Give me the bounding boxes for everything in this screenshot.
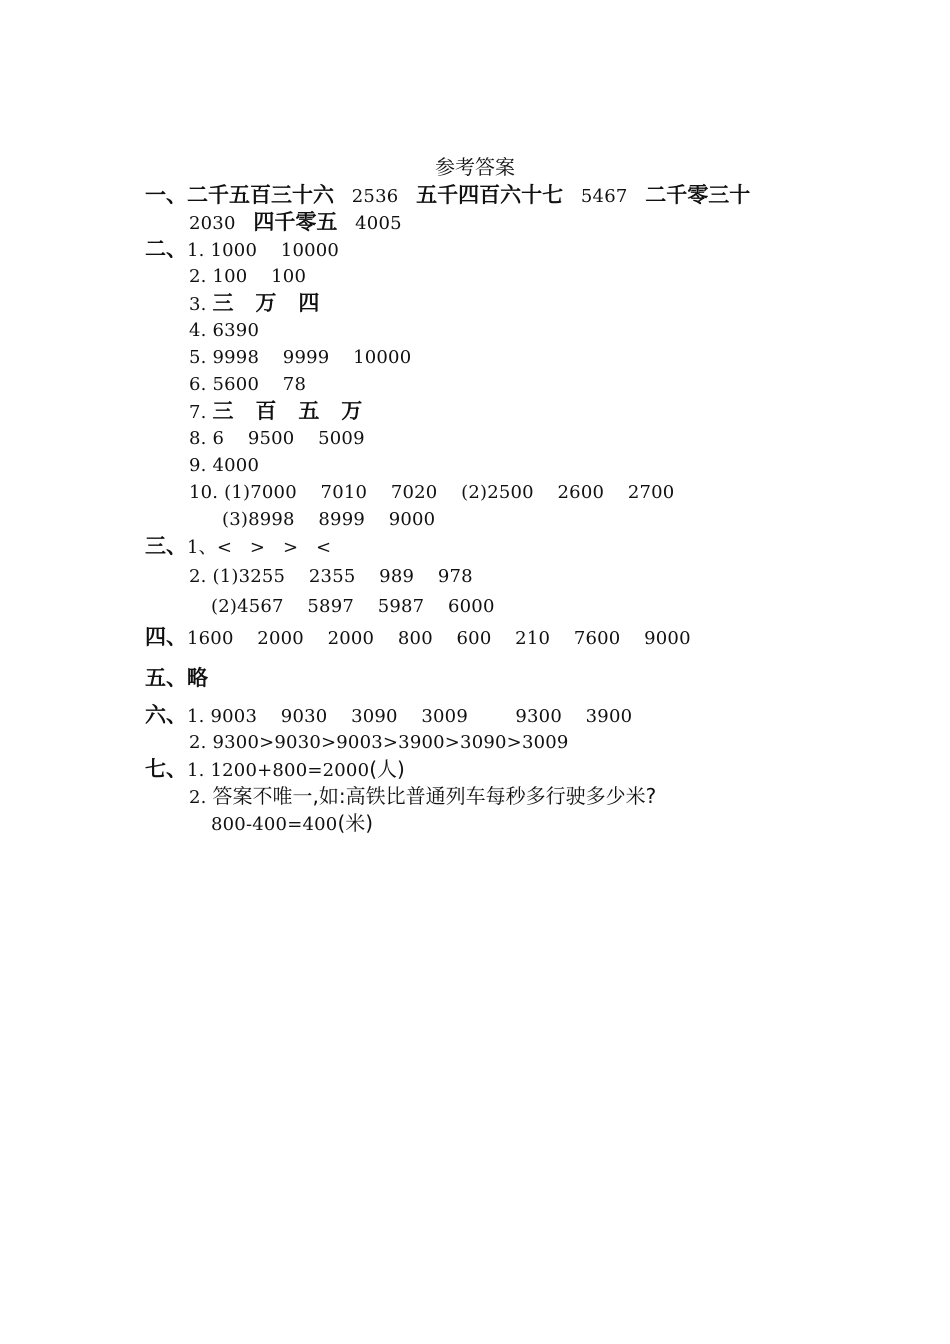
answer-line (189, 425, 365, 452)
answer-line (222, 506, 435, 533)
answer-line (145, 756, 405, 784)
answer-line (189, 783, 656, 811)
answer-text: 7. (189, 402, 213, 423)
answer-text: 二、 (145, 237, 187, 261)
answer-text: 2030 (189, 213, 254, 234)
answer-text: 四、 (145, 625, 187, 649)
answer-line (145, 236, 339, 264)
answer-text: 一、二千五百三十六 (145, 183, 334, 207)
answer-text: (米) (337, 811, 374, 835)
answer-text: 4005 (337, 213, 402, 234)
answer-line (211, 593, 495, 620)
answer-text: 1. 9003 9030 3090 3009 9300 3900 (187, 706, 633, 727)
answer-text: 2536 (334, 186, 417, 207)
answer-text: 9. 4000 (189, 455, 260, 476)
answer-text: 8. 6 9500 5009 (189, 428, 365, 449)
answer-text: 800-400=400 (211, 814, 338, 835)
page-title: 参考答案 (435, 155, 515, 179)
answer-line (189, 371, 306, 398)
answer-text: 1、< > > < (187, 537, 332, 558)
answer-line (189, 263, 306, 290)
answer-text: 答案不唯一,如:高铁比普通列车每秒多行驶多少米? (212, 784, 657, 808)
answer-line (189, 563, 473, 590)
answer-text: (3)8998 8999 9000 (222, 509, 436, 530)
answer-line (189, 479, 674, 506)
answer-text: 6. 5600 78 (189, 374, 307, 395)
answer-text: 5. 9998 9999 10000 (189, 347, 412, 368)
answer-text: 三 万 四 (212, 291, 320, 315)
answer-text: 3. (189, 294, 213, 315)
answer-line (189, 344, 411, 371)
answer-line (145, 182, 750, 210)
answer-text: 1600 2000 2000 800 600 210 7600 9000 (187, 628, 691, 649)
answer-line (189, 398, 362, 426)
answer-text: 2. (1)3255 2355 989 978 (189, 566, 473, 587)
answer-text: 5467 (563, 186, 646, 207)
answer-line (145, 624, 691, 652)
answer-text: 4. 6390 (189, 320, 260, 341)
answer-text: 2. 100 100 (189, 266, 307, 287)
answer-text: 2. (189, 787, 213, 808)
answer-text: 2. 9300>9030>9003>3900>3090>3009 (189, 732, 569, 753)
answer-text: 二千零三十 (645, 183, 751, 207)
answer-text: 六、 (145, 703, 187, 727)
answer-text: 三 百 五 万 (212, 399, 363, 423)
answer-text: (2)4567 5897 5987 6000 (211, 596, 495, 617)
answer-text: 五千四百六十七 (416, 183, 564, 207)
answer-text: 四千零五 (253, 210, 338, 234)
answer-line (189, 290, 319, 318)
answer-text: 1. 1000 10000 (187, 240, 340, 261)
answer-text: 七、 (145, 757, 187, 781)
answer-text: 三、 (145, 534, 187, 558)
answer-text: 10. (1)7000 7010 7020 (2)2500 2600 2700 (189, 482, 675, 503)
answer-line (211, 810, 373, 838)
answer-line (145, 533, 331, 561)
answer-line (189, 209, 402, 237)
answer-line (189, 317, 259, 344)
answer-text: 1. 1200+800=2000 (187, 760, 370, 781)
answer-line (145, 702, 632, 730)
answer-line (145, 665, 208, 693)
answer-text: (人) (369, 757, 405, 781)
answer-line (189, 452, 259, 479)
answer-text: 五、略 (145, 666, 208, 690)
answer-line (189, 729, 569, 756)
